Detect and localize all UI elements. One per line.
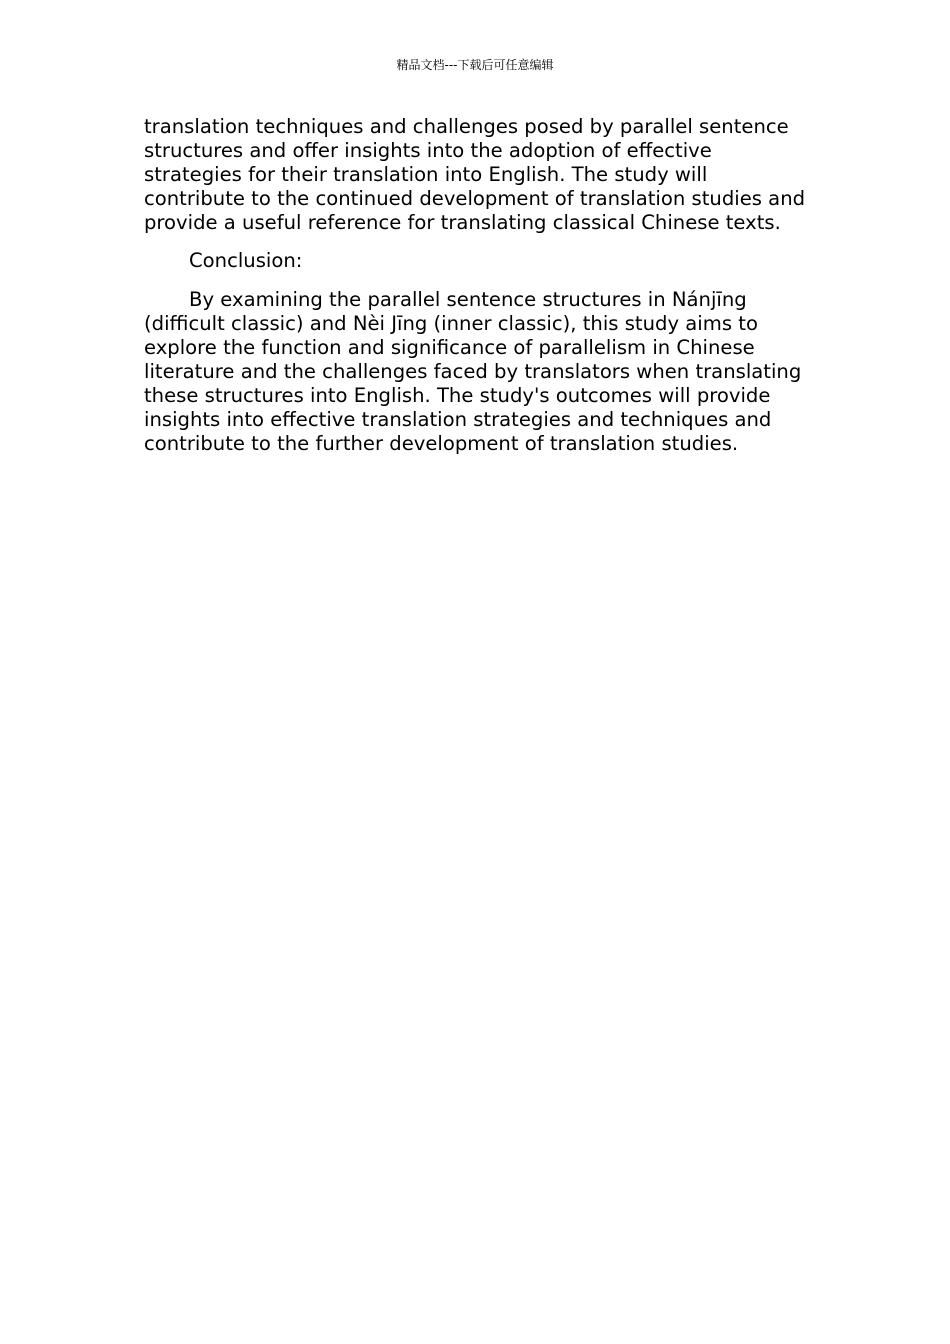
page-header-note: 精品文档---下载后可任意编辑: [396, 58, 554, 72]
body-paragraph-continuation: translation techniques and challenges posed by parallel sentence structures and offer insights into the adoption of effective strategies for their translation into English. The study will contribute to the continued development of translation studies and provide a useful reference for translating classical Chinese texts.: [144, 115, 806, 235]
body-paragraph-conclusion: By examining the parallel sentence structures in Nánjīng (difficult classic) and Nèi Jīng (inner classic), this study aims to explore the function and significance of parallelism in Chinese literature and the challenges faced by translators when translating these structures into English. The study's outcomes will provide insights into effective translation strategies and techniques and contribute to the further development of translation studies.: [144, 287, 802, 456]
document-body: [144, 115, 809, 470]
section-heading-conclusion: Conclusion:: [189, 249, 303, 273]
